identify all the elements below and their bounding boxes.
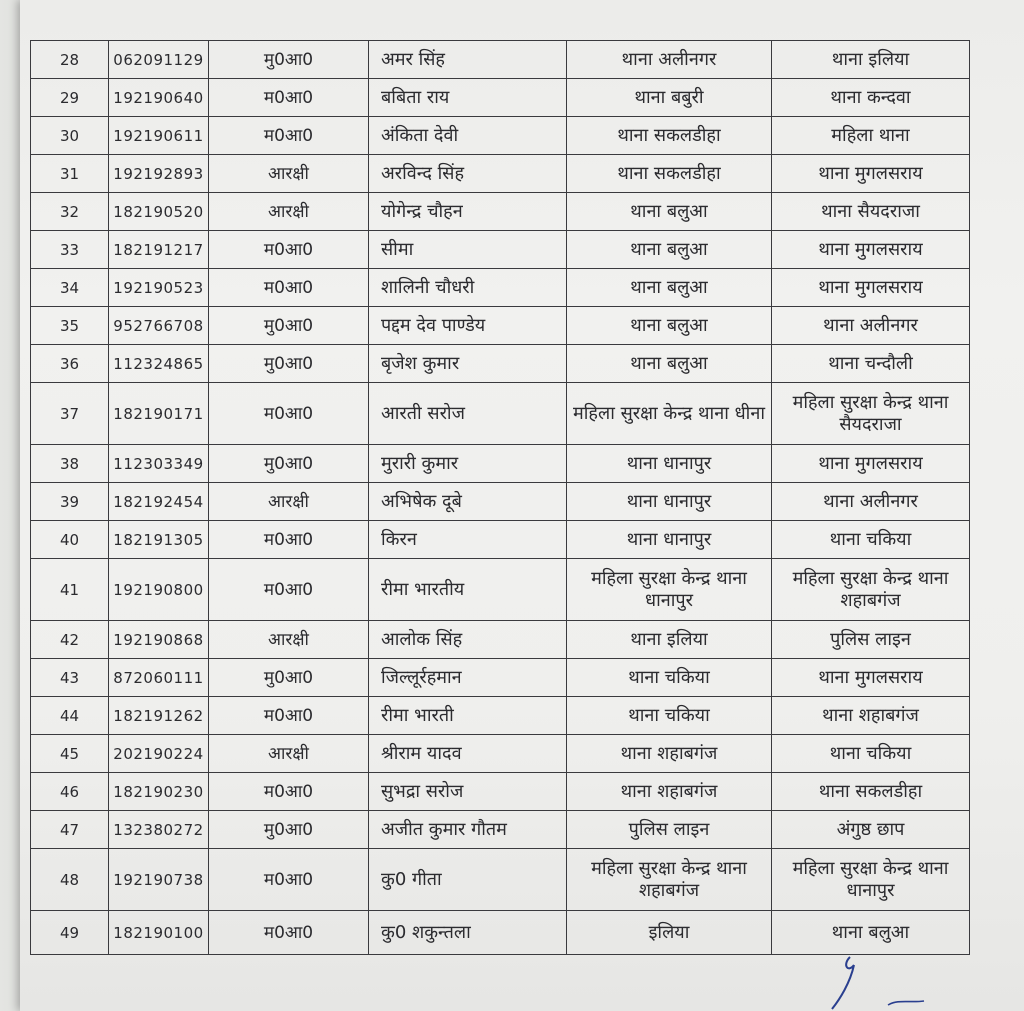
- pno-cell: 182190171: [109, 383, 209, 445]
- name-cell: अमर सिंह: [369, 41, 567, 79]
- table-row: [31, 41, 970, 79]
- current-posting-cell: थाना बलुआ: [567, 193, 772, 231]
- name-cell: मुरारी कुमार: [369, 445, 567, 483]
- serial-number-cell: 42: [31, 621, 109, 659]
- rank-cell: म0आ0: [209, 79, 369, 117]
- current-posting-cell: थाना सकलडीहा: [567, 117, 772, 155]
- name-cell: कु0 गीता: [369, 849, 567, 911]
- pno-cell: 192190611: [109, 117, 209, 155]
- pno-cell: 112303349: [109, 445, 209, 483]
- table-row: [31, 735, 970, 773]
- current-posting-cell: थाना बलुआ: [567, 345, 772, 383]
- rank-cell: मु0आ0: [209, 345, 369, 383]
- serial-number-cell: 28: [31, 41, 109, 79]
- serial-number-cell: 34: [31, 269, 109, 307]
- current-posting-cell: थाना बबुरी: [567, 79, 772, 117]
- serial-number-cell: 46: [31, 773, 109, 811]
- table-row: [31, 193, 970, 231]
- name-cell: अजीत कुमार गौतम: [369, 811, 567, 849]
- table-row: [31, 811, 970, 849]
- table-row: [31, 117, 970, 155]
- table-row: [31, 559, 970, 621]
- pno-cell: 182190100: [109, 911, 209, 955]
- new-posting-cell: थाना मुगलसराय: [772, 231, 970, 269]
- name-cell: रीमा भारतीय: [369, 559, 567, 621]
- table-row: [31, 345, 970, 383]
- pno-cell: 192190868: [109, 621, 209, 659]
- serial-number-cell: 45: [31, 735, 109, 773]
- serial-number-cell: 29: [31, 79, 109, 117]
- name-cell: रीमा भारती: [369, 697, 567, 735]
- rank-cell: म0आ0: [209, 383, 369, 445]
- new-posting-cell: थाना अलीनगर: [772, 483, 970, 521]
- new-posting-cell: थाना मुगलसराय: [772, 659, 970, 697]
- new-posting-cell: थाना मुगलसराय: [772, 269, 970, 307]
- serial-number-cell: 35: [31, 307, 109, 345]
- rank-cell: आरक्षी: [209, 735, 369, 773]
- serial-number-cell: 36: [31, 345, 109, 383]
- new-posting-cell: थाना कन्दवा: [772, 79, 970, 117]
- new-posting-cell: थाना मुगलसराय: [772, 155, 970, 193]
- pno-cell: 192190523: [109, 269, 209, 307]
- new-posting-cell: अंगुष्ठ छाप: [772, 811, 970, 849]
- current-posting-cell: थाना बलुआ: [567, 307, 772, 345]
- pno-cell: 192190738: [109, 849, 209, 911]
- current-posting-cell: इलिया: [567, 911, 772, 955]
- table-row: [31, 659, 970, 697]
- pno-cell: 202190224: [109, 735, 209, 773]
- serial-number-cell: 43: [31, 659, 109, 697]
- name-cell: अरविन्द सिंह: [369, 155, 567, 193]
- table-row: [31, 231, 970, 269]
- name-cell: श्रीराम यादव: [369, 735, 567, 773]
- current-posting-cell: थाना शहाबगंज: [567, 773, 772, 811]
- name-cell: अंकिता देवी: [369, 117, 567, 155]
- serial-number-cell: 47: [31, 811, 109, 849]
- rank-cell: मु0आ0: [209, 41, 369, 79]
- current-posting-cell: थाना धानापुर: [567, 445, 772, 483]
- name-cell: आरती सरोज: [369, 383, 567, 445]
- serial-number-cell: 40: [31, 521, 109, 559]
- name-cell: बृजेश कुमार: [369, 345, 567, 383]
- serial-number-cell: 31: [31, 155, 109, 193]
- rank-cell: मु0आ0: [209, 307, 369, 345]
- serial-number-cell: 38: [31, 445, 109, 483]
- pno-cell: 192190640: [109, 79, 209, 117]
- pno-cell: 952766708: [109, 307, 209, 345]
- current-posting-cell: थाना इलिया: [567, 621, 772, 659]
- table-row: [31, 773, 970, 811]
- rank-cell: म0आ0: [209, 849, 369, 911]
- rank-cell: आरक्षी: [209, 155, 369, 193]
- pno-cell: 062091129: [109, 41, 209, 79]
- name-cell: कु0 शकुन्तला: [369, 911, 567, 955]
- new-posting-cell: महिला सुरक्षा केन्द्र थाना धानापुर: [772, 849, 970, 911]
- new-posting-cell: महिला सुरक्षा केन्द्र थाना सैयदराजा: [772, 383, 970, 445]
- name-cell: अभिषेक दूबे: [369, 483, 567, 521]
- rank-cell: म0आ0: [209, 773, 369, 811]
- rank-cell: आरक्षी: [209, 621, 369, 659]
- new-posting-cell: महिला सुरक्षा केन्द्र थाना शहाबगंज: [772, 559, 970, 621]
- name-cell: आलोक सिंह: [369, 621, 567, 659]
- rank-cell: म0आ0: [209, 521, 369, 559]
- name-cell: जिल्लूर्रहमान: [369, 659, 567, 697]
- rank-cell: आरक्षी: [209, 483, 369, 521]
- transfer-table: [30, 40, 970, 955]
- pno-cell: 182190520: [109, 193, 209, 231]
- current-posting-cell: थाना सकलडीहा: [567, 155, 772, 193]
- current-posting-cell: महिला सुरक्षा केन्द्र थाना शहाबगंज: [567, 849, 772, 911]
- new-posting-cell: थाना सैयदराजा: [772, 193, 970, 231]
- rank-cell: म0आ0: [209, 697, 369, 735]
- table-row: [31, 383, 970, 445]
- new-posting-cell: थाना चन्दौली: [772, 345, 970, 383]
- current-posting-cell: महिला सुरक्षा केन्द्र थाना धानापुर: [567, 559, 772, 621]
- new-posting-cell: पुलिस लाइन: [772, 621, 970, 659]
- current-posting-cell: थाना चकिया: [567, 659, 772, 697]
- serial-number-cell: 30: [31, 117, 109, 155]
- serial-number-cell: 48: [31, 849, 109, 911]
- table-row: [31, 483, 970, 521]
- table-row: [31, 155, 970, 193]
- pno-cell: 182191217: [109, 231, 209, 269]
- pno-cell: 872060111: [109, 659, 209, 697]
- pno-cell: 192190800: [109, 559, 209, 621]
- rank-cell: म0आ0: [209, 559, 369, 621]
- pno-cell: 182192454: [109, 483, 209, 521]
- new-posting-cell: थाना सकलडीहा: [772, 773, 970, 811]
- table-row: [31, 269, 970, 307]
- serial-number-cell: 44: [31, 697, 109, 735]
- rank-cell: म0आ0: [209, 911, 369, 955]
- table-row: [31, 307, 970, 345]
- name-cell: बबिता राय: [369, 79, 567, 117]
- pno-cell: 132380272: [109, 811, 209, 849]
- rank-cell: मु0आ0: [209, 811, 369, 849]
- serial-number-cell: 49: [31, 911, 109, 955]
- transfer-table-body: [31, 41, 970, 955]
- pno-cell: 182191305: [109, 521, 209, 559]
- current-posting-cell: थाना धानापुर: [567, 483, 772, 521]
- name-cell: किरन: [369, 521, 567, 559]
- pno-cell: 182191262: [109, 697, 209, 735]
- pno-cell: 182190230: [109, 773, 209, 811]
- new-posting-cell: थाना इलिया: [772, 41, 970, 79]
- name-cell: पद्दम देव पाण्डेय: [369, 307, 567, 345]
- new-posting-cell: थाना चकिया: [772, 735, 970, 773]
- table-row: [31, 79, 970, 117]
- table-row: [31, 521, 970, 559]
- table-row: [31, 849, 970, 911]
- rank-cell: म0आ0: [209, 117, 369, 155]
- name-cell: सीमा: [369, 231, 567, 269]
- new-posting-cell: थाना चकिया: [772, 521, 970, 559]
- name-cell: योगेन्द्र चौहन: [369, 193, 567, 231]
- new-posting-cell: थाना बलुआ: [772, 911, 970, 955]
- table-row: [31, 911, 970, 955]
- current-posting-cell: थाना बलुआ: [567, 269, 772, 307]
- new-posting-cell: थाना शहाबगंज: [772, 697, 970, 735]
- serial-number-cell: 33: [31, 231, 109, 269]
- serial-number-cell: 37: [31, 383, 109, 445]
- current-posting-cell: थाना चकिया: [567, 697, 772, 735]
- new-posting-cell: महिला थाना: [772, 117, 970, 155]
- rank-cell: आरक्षी: [209, 193, 369, 231]
- signature-mark: [828, 955, 948, 1011]
- rank-cell: म0आ0: [209, 269, 369, 307]
- new-posting-cell: थाना अलीनगर: [772, 307, 970, 345]
- rank-cell: मु0आ0: [209, 445, 369, 483]
- current-posting-cell: थाना शहाबगंज: [567, 735, 772, 773]
- pno-cell: 112324865: [109, 345, 209, 383]
- document-page: [20, 0, 1024, 1011]
- table-row: [31, 621, 970, 659]
- new-posting-cell: थाना मुगलसराय: [772, 445, 970, 483]
- name-cell: शालिनी चौधरी: [369, 269, 567, 307]
- current-posting-cell: महिला सुरक्षा केन्द्र थाना धीना: [567, 383, 772, 445]
- table-row: [31, 697, 970, 735]
- rank-cell: मु0आ0: [209, 659, 369, 697]
- current-posting-cell: थाना धानापुर: [567, 521, 772, 559]
- serial-number-cell: 41: [31, 559, 109, 621]
- serial-number-cell: 39: [31, 483, 109, 521]
- pno-cell: 192192893: [109, 155, 209, 193]
- current-posting-cell: थाना बलुआ: [567, 231, 772, 269]
- name-cell: सुभद्रा सरोज: [369, 773, 567, 811]
- rank-cell: म0आ0: [209, 231, 369, 269]
- table-row: [31, 445, 970, 483]
- current-posting-cell: पुलिस लाइन: [567, 811, 772, 849]
- serial-number-cell: 32: [31, 193, 109, 231]
- current-posting-cell: थाना अलीनगर: [567, 41, 772, 79]
